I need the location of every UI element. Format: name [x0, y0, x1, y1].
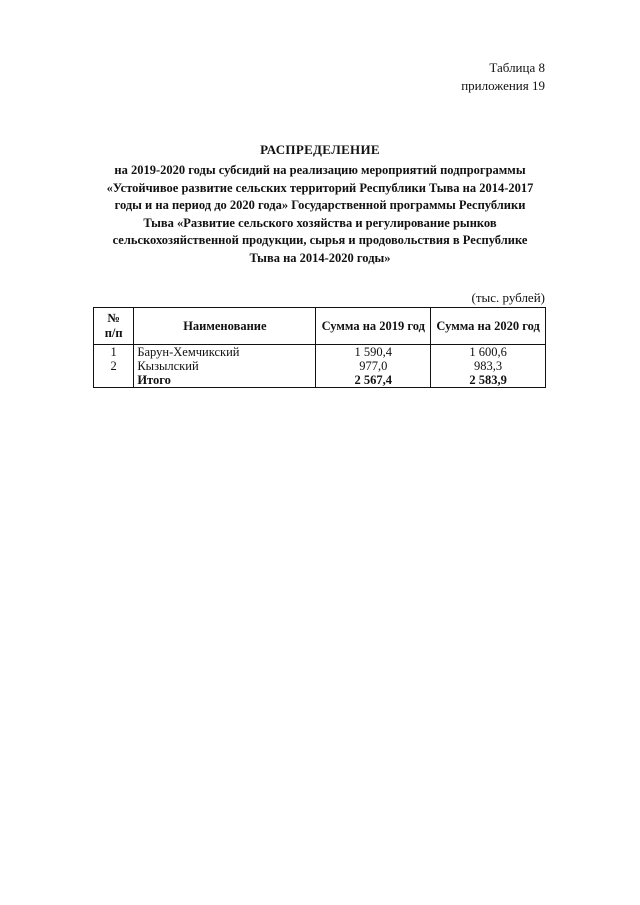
- row-name: Кызылский: [134, 359, 316, 373]
- row-sum-2020: 1 600,6: [431, 345, 546, 360]
- total-label: Итого: [134, 373, 316, 388]
- table-number: Таблица 8: [489, 60, 545, 75]
- subtitle-line: «Устойчивое развитие сельских территорий Республики Тыва на 2014-2017: [106, 180, 534, 195]
- table-reference: [461, 59, 545, 95]
- subtitle-line: Тыва на 2014-2020 годы»: [249, 250, 391, 265]
- row-sum-2020: 983,3: [431, 359, 546, 373]
- table-row: [94, 345, 546, 360]
- document-title: РАСПРЕДЕЛЕНИЕ: [260, 142, 380, 157]
- units-label: (тыс. рублей): [471, 290, 545, 305]
- total-sum-2019: 2 567,4: [316, 373, 431, 388]
- header-number: [94, 308, 134, 345]
- document-subtitle: [90, 162, 550, 268]
- distribution-table: [93, 307, 546, 388]
- row-number: 1: [94, 345, 134, 360]
- header-name: Наименование: [134, 308, 316, 345]
- row-name: Барун-Хемчикский: [134, 345, 316, 360]
- table-row: [94, 359, 546, 373]
- appendix-number: приложения 19: [461, 78, 545, 93]
- total-sum-2020: 2 583,9: [431, 373, 546, 388]
- table-total-row: [94, 373, 546, 388]
- subtitle-line: на 2019-2020 годы субсидий на реализацию мероприятий подпрограммы: [114, 163, 526, 177]
- header-number-line2: п/п: [104, 326, 123, 340]
- table-header-row: [94, 308, 546, 345]
- header-number-line1: №: [107, 311, 120, 325]
- subtitle-line: сельскохозяйственной продукции, сырья и продовольствия в Республике: [112, 233, 528, 248]
- total-number: [94, 373, 134, 388]
- row-sum-2019: 1 590,4: [316, 345, 431, 360]
- subtitle-line: Тыва «Развитие сельского хозяйства и регулирование рынков: [143, 215, 497, 230]
- header-sum-2019: Сумма на 2019 год: [316, 308, 431, 345]
- header-sum-2020: Сумма на 2020 год: [431, 308, 546, 345]
- subtitle-line: годы и на период до 2020 года» Государственной программы Республики: [114, 198, 526, 213]
- row-sum-2019: 977,0: [316, 359, 431, 373]
- row-number: 2: [94, 359, 134, 373]
